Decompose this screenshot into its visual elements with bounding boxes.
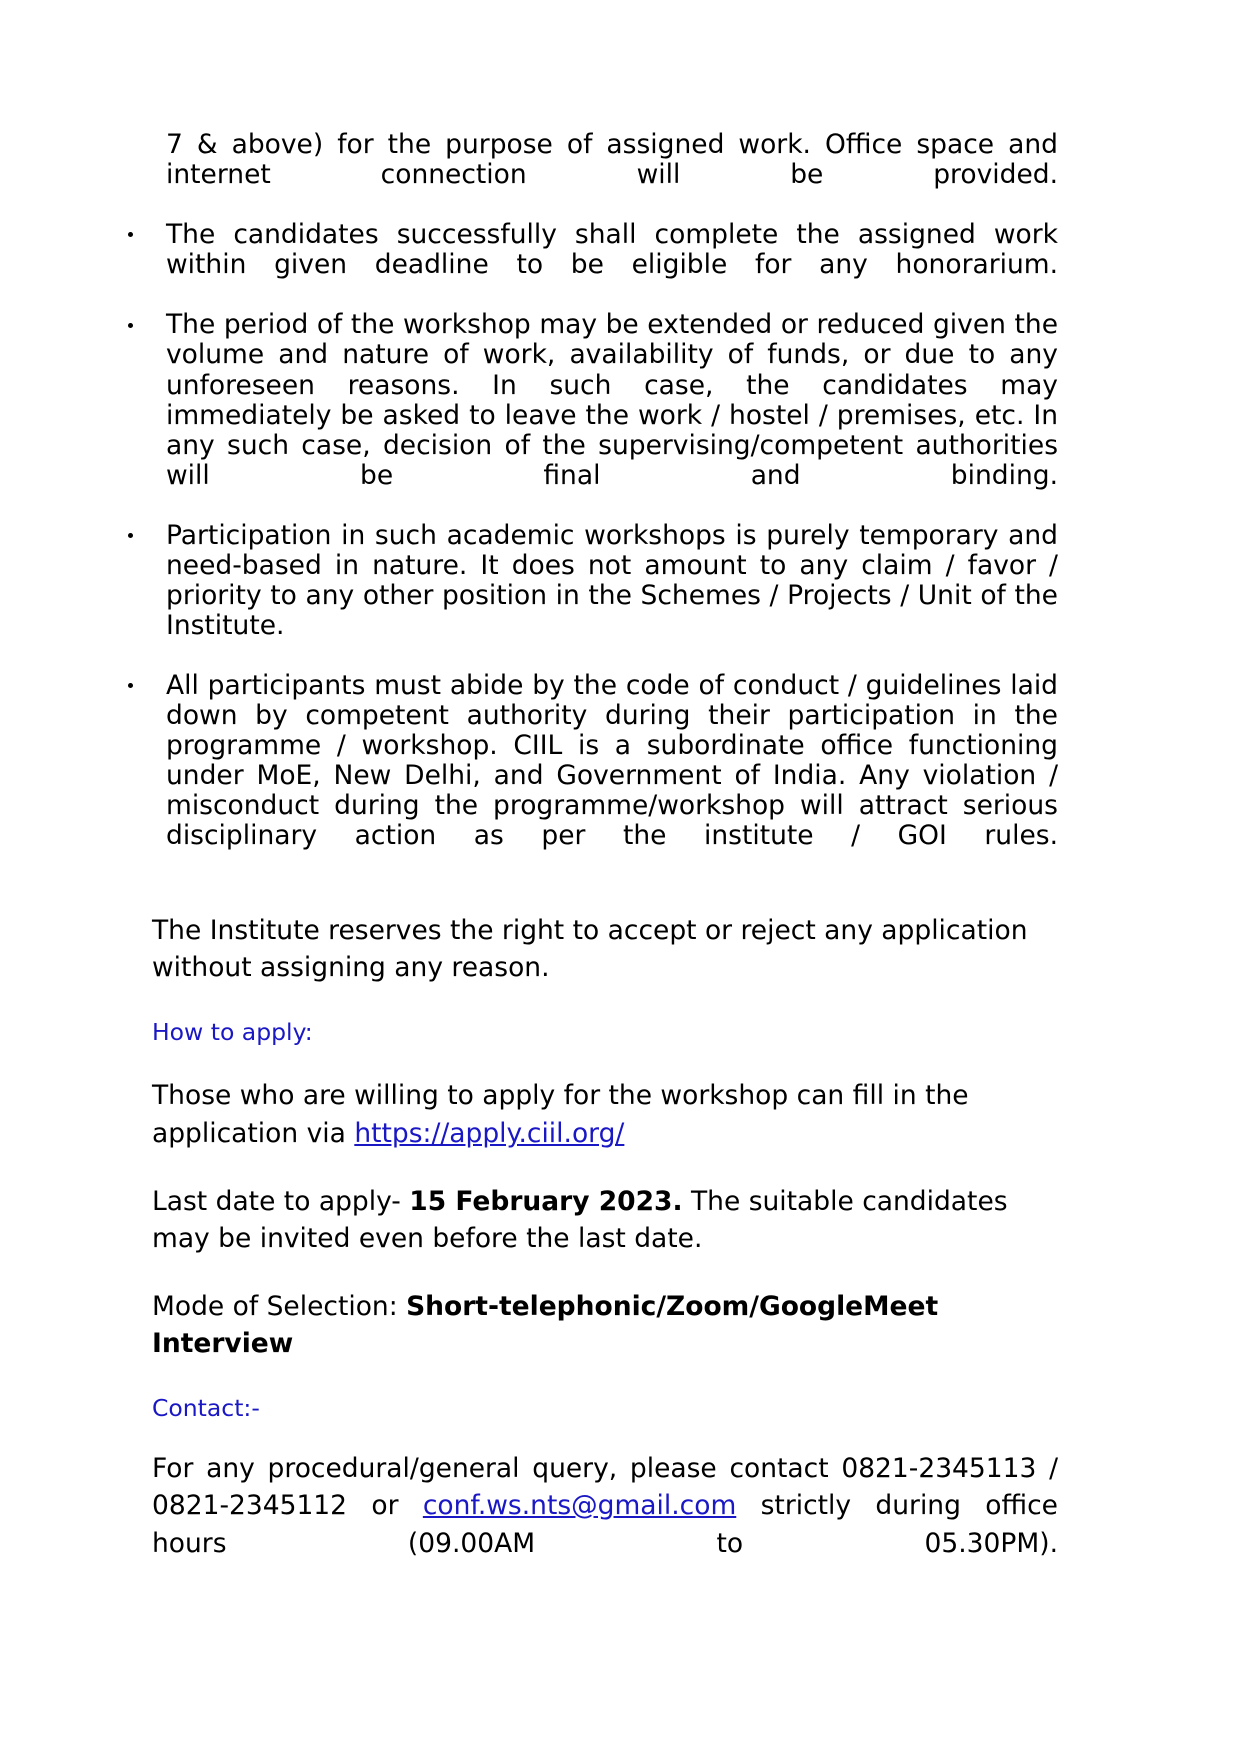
how-to-apply-heading: How to apply:	[152, 1017, 313, 1046]
mode-of-selection-block	[152, 1288, 1058, 1363]
apply-instructions-paragraph	[152, 1077, 1058, 1152]
apply-url-link[interactable]: https://apply.ciil.org/	[354, 1117, 625, 1149]
mode-of-selection-paragraph	[152, 1288, 1058, 1363]
bullet-dot-icon	[128, 683, 133, 688]
last-date-suffix: The suitable candidates may be invited even before the last date.	[152, 1185, 1008, 1255]
mode-of-selection-label: Mode of Selection:	[152, 1290, 407, 1322]
last-date-value: 15 February 2023.	[409, 1185, 683, 1217]
list-item-text: All participants must abide by the code of conduct / guidelines laid down by competent authority during their participation in the programme / workshop. CIIL is a subordinate office functioning under MoE, New Delhi, and Government of India. Any violation / misconduct during the programme/workshop will attract serious disciplinary action as per the institute / GOI rules.	[166, 670, 1058, 852]
terms-bullet-list	[128, 130, 1058, 882]
list-item	[128, 671, 1058, 881]
list-item-text: Participation in such academic workshops is purely temporary and need-based in nature. It does not amount to any claim / favor / priority to any other position in the Schemes / Projects / Unit of the Institute.	[166, 519, 1058, 641]
apply-instructions-prefix: Those who are willing to apply for the workshop can fill in the application via	[152, 1080, 969, 1149]
contact-details-block	[152, 1450, 1058, 1601]
reserve-rights-block	[152, 912, 1058, 987]
last-date-block	[152, 1183, 1058, 1258]
last-date-paragraph	[152, 1183, 1058, 1258]
list-item	[128, 310, 1058, 520]
list-item	[128, 130, 1058, 220]
how-to-apply-block	[152, 1017, 1058, 1048]
list-item	[128, 521, 1058, 671]
bullet-dot-icon	[128, 323, 133, 328]
last-date-prefix: Last date to apply-	[152, 1185, 410, 1217]
contact-prefix: For any procedural/general query, please contact 0821-2345113 / 0821-2345112 or	[152, 1452, 1058, 1522]
bullet-dot-icon	[128, 232, 133, 237]
reserve-rights-paragraph: The Institute reserves the right to accept or reject any application without assigning any reason.	[152, 914, 1028, 984]
document-body	[128, 130, 1058, 1600]
list-item-text: The candidates successfully shall complete the assigned work within given deadline to be eligible for any honorarium.	[166, 219, 1058, 281]
list-item	[128, 220, 1058, 310]
contact-suffix: strictly during office hours (09.00AM to 05.30PM).	[152, 1490, 1058, 1559]
bullet-dot-icon	[128, 533, 133, 538]
contact-paragraph	[152, 1450, 1058, 1601]
list-item-text: 7 & above) for the purpose of assigned work. Office space and internet connection will be provided.	[166, 129, 1058, 191]
contact-heading-block	[152, 1393, 1058, 1424]
contact-heading: Contact:-	[152, 1394, 260, 1423]
contact-email-link[interactable]: conf.ws.nts@gmail.com	[422, 1490, 737, 1522]
mode-of-selection-value: Short-telephonic/Zoom/GoogleMeet Interview	[152, 1290, 939, 1360]
apply-instructions-block	[152, 1077, 1058, 1152]
list-item-text: The period of the workshop may be extended or reduced given the volume and nature of work, availability of funds, or due to any unforeseen reasons. In such case, the candidates may immediately be asked to leave the work / hostel / premises, etc. In any such case, decision of the supervising/competent authorities will be final and binding.	[166, 309, 1058, 491]
